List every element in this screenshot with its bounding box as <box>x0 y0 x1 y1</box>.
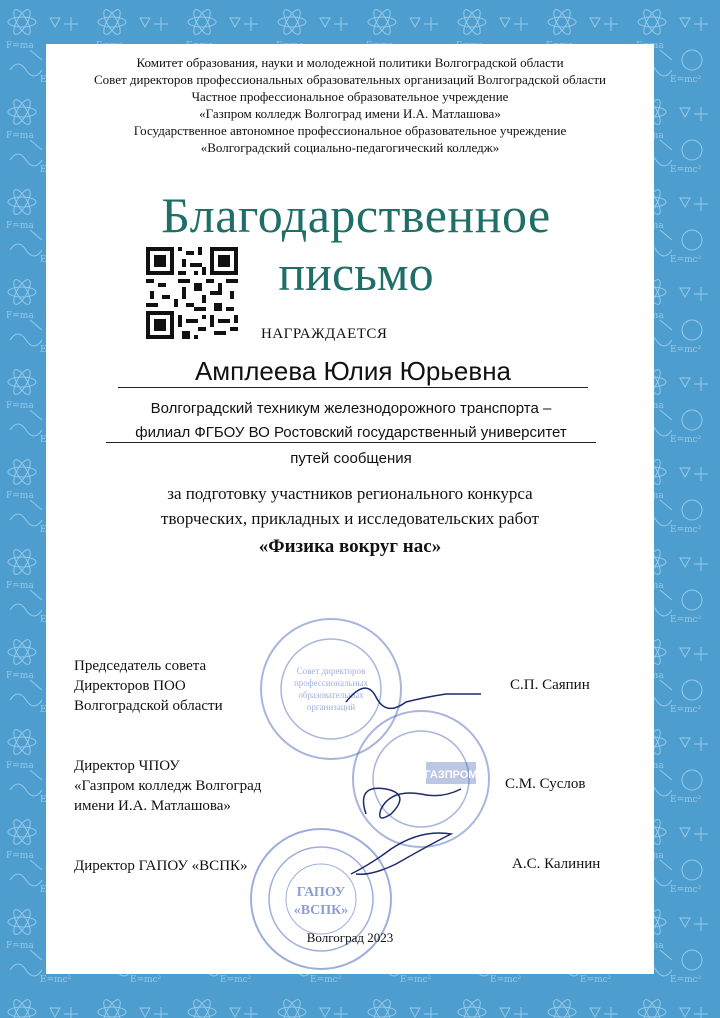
qr-code[interactable] <box>146 247 238 339</box>
svg-text:образовательных: образовательных <box>298 690 364 700</box>
signature-role-line: Директор ЧПОУ <box>74 758 180 774</box>
svg-text:ГАПОУ: ГАПОУ <box>296 885 346 900</box>
reason-line: за подготовку участников регионального конкурса <box>167 484 533 503</box>
city-year: Волгоград 2023 <box>306 930 394 945</box>
svg-text:«ВСПК»: «ВСПК» <box>293 903 349 918</box>
contest-name: «Физика вокруг нас» <box>258 536 442 557</box>
signature-sayapin <box>336 672 486 722</box>
signature-name-suslov: С.М. Суслов <box>505 776 586 792</box>
certificate-sheet <box>46 44 654 974</box>
svg-text:Совет директоров: Совет директоров <box>296 666 366 676</box>
header-line: Государственное автономное профессиональное образовательное учреждение <box>133 123 567 138</box>
signature-role-council <box>74 656 223 716</box>
recipient-org-line: Волгоградский техникум железнодорожного транспорта – <box>150 400 552 417</box>
recipient-name: Амплеева Юлия Юрьевна <box>118 356 588 388</box>
signature-name-sayapin: С.П. Саяпин <box>510 677 590 693</box>
svg-text:ГАЗПРОМ: ГАЗПРОМ <box>424 769 478 781</box>
signature-role-vspk <box>74 856 248 876</box>
header-organizations <box>46 54 654 156</box>
signature-role-gazprom <box>74 756 261 816</box>
header-line: Совет директоров профессиональных образовательных организаций Волгоградской области <box>94 72 606 87</box>
signature-role-line: Волгоградской области <box>74 698 223 714</box>
header-line: «Волгоградский социально-педагогический колледж» <box>200 140 500 155</box>
signature-kalinin <box>336 829 476 889</box>
certificate-title-second-line: письмо <box>278 245 434 301</box>
signature-name-kalinin: А.С. Калинин <box>512 856 601 872</box>
header-line: Комитет образования, науки и молодежной политики Волгоградской области <box>136 55 564 70</box>
signature-role-line: имени И.А. Матлашова» <box>74 798 231 814</box>
reason-line: творческих, прикладных и исследовательских работ <box>161 509 539 528</box>
recipient-org-line: филиал ФГБОУ ВО Ростовский государственный университет <box>106 424 596 443</box>
recipient-org-line: путей сообщения <box>290 450 412 467</box>
header-line: «Газпром колледж Волгоград имени И.А. Матлашова» <box>199 106 501 121</box>
signature-role-line: Председатель совета <box>74 658 207 674</box>
header-line: Частное профессиональное образовательное учреждение <box>191 89 509 104</box>
signature-role-line: Директоров ПОО <box>74 678 186 694</box>
signature-role-line: Директор ГАПОУ «ВСПК» <box>74 858 248 874</box>
svg-text:организаций: организаций <box>306 702 356 712</box>
signature-suslov <box>346 774 466 834</box>
awarded-label: НАГРАЖДАЕТСЯ <box>261 326 388 342</box>
certificate-title: Благодарственное <box>161 187 551 243</box>
signature-role-line: «Газпром колледж Волгоград <box>74 778 262 794</box>
svg-text:профессиональных: профессиональных <box>293 678 369 688</box>
